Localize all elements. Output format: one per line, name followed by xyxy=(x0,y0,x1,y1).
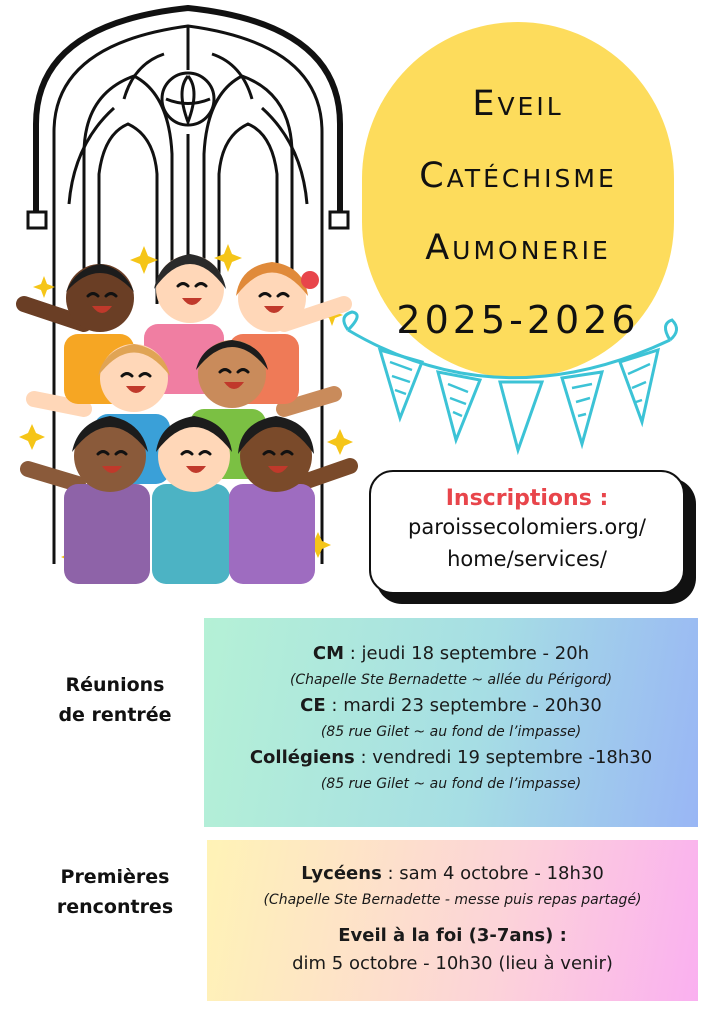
children-group xyxy=(24,254,350,584)
rencontre-lyceens-group: Lycéens xyxy=(301,863,382,884)
rencontres-label-line-2: rencontres xyxy=(56,896,174,918)
rencontres-label-line-1: Premières xyxy=(60,866,170,888)
inscriptions-box xyxy=(369,470,685,594)
reunion-ce-place: (85 rue Gilet ~ au fond de l’impasse) xyxy=(320,724,582,740)
reunion-cm xyxy=(204,640,698,668)
reunions-panel xyxy=(204,618,698,827)
reunion-ce-date: : mardi 23 septembre - 20h30 xyxy=(325,695,602,716)
reunion-collegiens-date: : vendredi 19 septembre -18h30 xyxy=(354,747,653,768)
reunion-ce xyxy=(204,692,698,720)
rencontre-lyceens-date: : sam 4 octobre - 18h30 xyxy=(381,863,604,884)
rencontre-eveil-title xyxy=(207,922,698,950)
reunion-collegiens-group: Collégiens xyxy=(249,747,355,768)
title-line-year: 2025-2026 xyxy=(396,298,640,342)
reunion-cm-place: (Chapelle Ste Bernadette ~ allée du Périgord) xyxy=(289,672,613,688)
window-children-illustration xyxy=(14,4,364,589)
rencontres-label xyxy=(30,862,200,922)
inscriptions-title: Inscriptions : xyxy=(445,486,609,511)
rencontre-lyceens xyxy=(207,860,698,888)
reunions-label xyxy=(40,670,190,730)
reunion-collegiens xyxy=(204,744,698,772)
reunion-ce-group: CE xyxy=(300,695,326,716)
reunion-cm-group: CM xyxy=(312,643,345,664)
reunions-label-line-2: de rentrée xyxy=(58,704,172,726)
rencontre-lyceens-place: (Chapelle Ste Bernadette - messe puis repas partagé) xyxy=(263,892,642,908)
inscriptions-url-line-1[interactable]: paroissecolomiers.org/ xyxy=(408,515,646,539)
title-line-eveil: Eveil xyxy=(472,84,564,124)
rencontre-eveil-title-text: Eveil à la foi (3-7ans) : xyxy=(338,925,567,946)
reunion-collegiens-place: (85 rue Gilet ~ au fond de l’impasse) xyxy=(320,776,582,792)
title-line-aumonerie: Aumonerie xyxy=(425,228,611,268)
rencontre-eveil-date: dim 5 octobre - 10h30 (lieu à venir) xyxy=(292,953,613,974)
reunion-cm-date: : jeudi 18 septembre - 20h xyxy=(344,643,590,664)
title-line-catechisme: Catéchisme xyxy=(419,156,617,196)
rencontres-panel xyxy=(207,840,698,1001)
bunting-decoration xyxy=(340,300,680,470)
inscriptions-url-line-2[interactable]: home/services/ xyxy=(447,547,607,571)
reunions-label-line-1: Réunions xyxy=(65,674,165,696)
